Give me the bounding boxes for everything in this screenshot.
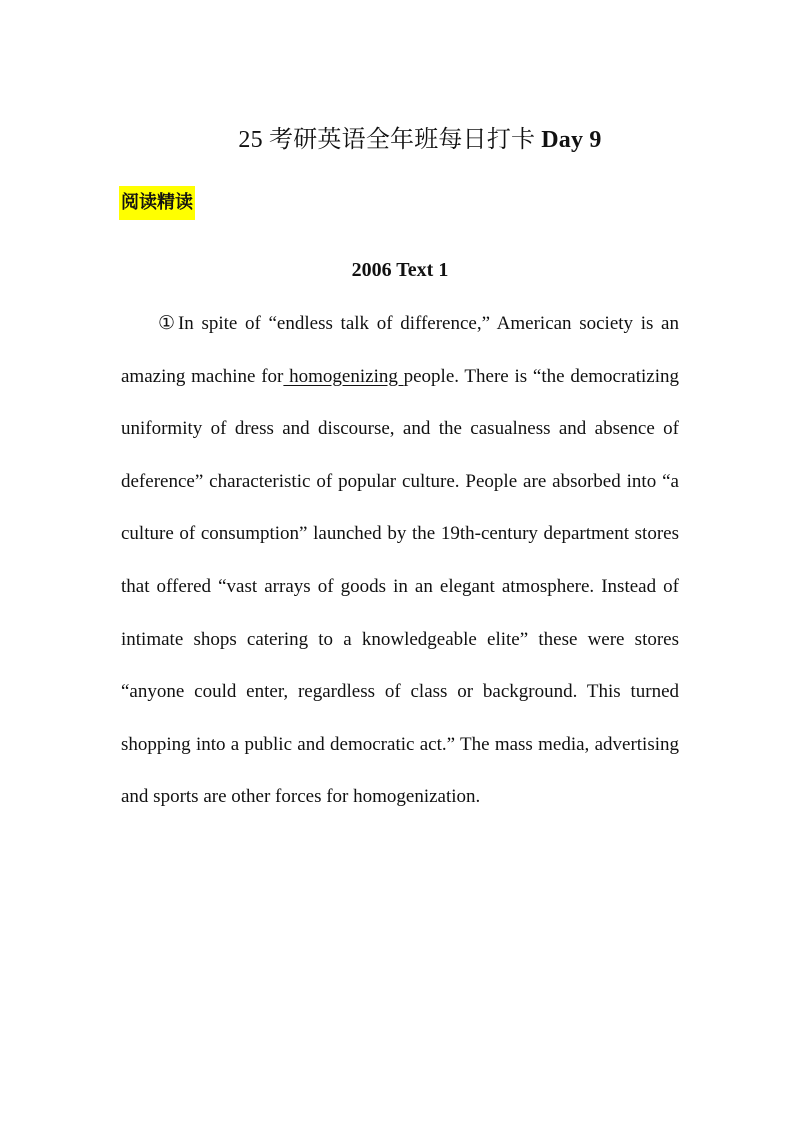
passage-line-10: and sports are other forces for homogenization.	[121, 786, 481, 808]
passage-line-4: deference” characteristic of popular culture. People are absorbed into “a	[121, 470, 679, 492]
passage-line-8: “anyone could enter, regardless of class or background. This turned	[121, 681, 679, 703]
passage-line-9: shopping into a public and democratic act.” The mass media, advertising	[121, 733, 679, 755]
section-label-highlight: 阅读精读	[119, 186, 195, 220]
passage-line-5: culture of consumption” launched by the 19th-century department stores	[121, 523, 679, 545]
passage-line-6: that offered “vast arrays of goods in an elegant atmosphere. Instead of	[121, 575, 679, 597]
passage-subtitle: 2006 Text 1	[351, 259, 449, 281]
passage-paragraph	[121, 307, 679, 833]
page-title	[0, 122, 800, 158]
passage-line-2-pre: amazing machine for	[121, 365, 284, 387]
passage-line-2-post: people. There is “the democratizing	[403, 365, 680, 387]
page-title-day: Day 9	[541, 127, 602, 153]
passage-line-2	[121, 360, 679, 413]
passage-line-7: intimate shops catering to a knowledgeable elite” these were stores	[121, 628, 679, 650]
underlined-word-homogenizing: homogenizing	[283, 365, 404, 387]
passage-line-1: ①In spite of “endless talk of difference,” American society is an	[158, 313, 679, 334]
page-title-main: 25 考研英语全年班每日打卡	[238, 127, 536, 153]
passage-line-3: uniformity of dress and discourse, and the casualness and absence of	[121, 418, 679, 440]
